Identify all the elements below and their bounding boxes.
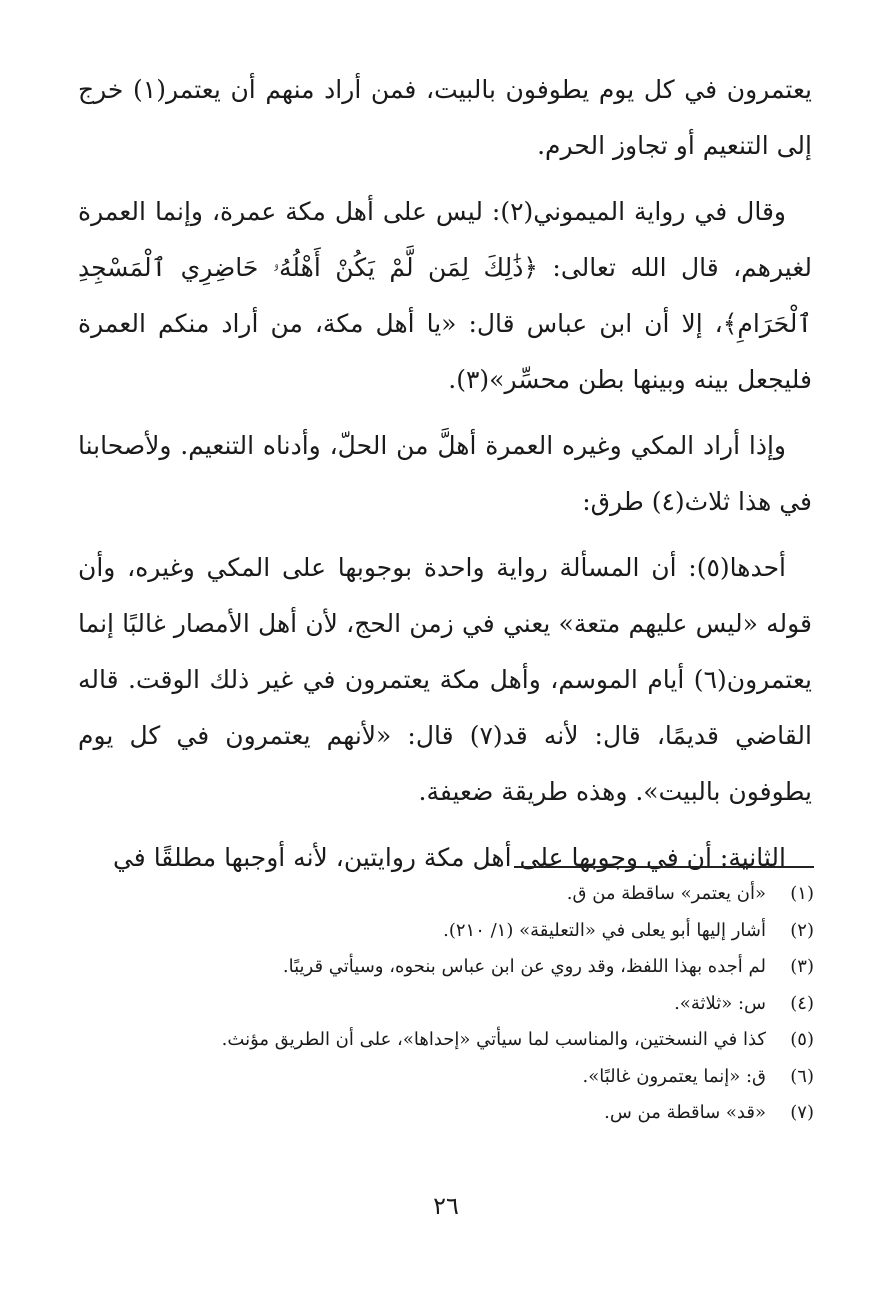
footnote-number: (٢) — [790, 919, 814, 941]
footnote-text: «قد» ساقطة من س. — [604, 1102, 766, 1123]
footnote-3 — [80, 949, 814, 986]
footnote-number: (٦) — [790, 1065, 814, 1087]
footnote-text: كذا في النسختين، والمناسب لما سيأتي «إحداها»، على أن الطريق مؤنث. — [221, 1029, 766, 1050]
footnote-number: (٤) — [790, 992, 814, 1014]
paragraph-3: وإذا أراد المكي وغيره العمرة أهلَّ من الحلّ، وأدناه التنعيم. ولأصحابنا في هذا ثلاث(٤) طرق: — [78, 431, 812, 516]
footnote-number: (٣) — [790, 956, 814, 977]
footnote-4 — [80, 986, 814, 1023]
footnote-text: أشار إليها أبو يعلى في «التعليقة» (١/ ٢١٠). — [443, 919, 766, 941]
footnote-5 — [80, 1022, 814, 1059]
footnote-2 — [80, 913, 814, 950]
paragraph-4: أحدها(٥): أن المسألة رواية واحدة بوجوبها على المكي وغيره، وأن قوله «ليس عليهم متعة» يعني في زمن الحج، لأن أهل الأمصار غالبًا إنما يعتمرون(٦) أيام الموسم، وأهل مكة يعتمرون في غير ذلك الوقت. قاله القاضي قديمًا، قال: لأنه قد(٧) قال: «لأنهم يعتمرون في كل يوم يطوفون بالبيت». وهذه طريقة ضعيفة. — [78, 553, 812, 806]
footnote-number: (٧) — [790, 1102, 814, 1123]
footnote-6 — [80, 1059, 814, 1096]
footnote-text: س: «ثلاثة». — [674, 992, 766, 1014]
paragraph-1: يعتمرون في كل يوم يطوفون بالبيت، فمن أراد منهم أن يعتمر(١) خرج إلى التنعيم أو تجاوز الحرم. — [78, 75, 812, 160]
paragraph-2: وقال في رواية الميموني(٢): ليس على أهل مكة عمرة، وإنما العمرة لغيرهم، قال الله تعالى: ﴿ذَٰلِكَ لِمَن لَّمْ يَكُنْ أَهْلُهُۥ حَاضِرِي ٱلْمَسْجِدِ ٱلْحَرَامِ﴾، إلا أن ابن عباس قال: «يا أهل مكة، من أراد منكم العمرة فليجعل بينه وبينها بطن محسِّر»(٣). — [78, 197, 812, 394]
footnote-divider — [514, 866, 814, 868]
footnotes — [80, 876, 814, 1132]
footnote-number: (١) — [790, 883, 814, 904]
footnote-number: (٥) — [790, 1029, 814, 1050]
main-text — [78, 62, 812, 896]
footnote-text: لم أجده بهذا اللفظ، وقد روي عن ابن عباس بنحوه، وسيأتي قريبًا. — [282, 956, 766, 977]
footnote-text: «أن يعتمر» ساقطة من ق. — [566, 883, 766, 904]
paragraph-5: الثانية: أن في وجوبها على أهل مكة روايتين، لأنه أوجبها مطلقًا في — [112, 843, 786, 872]
footnote-text: ق: «إنما يعتمرون غالبًا». — [582, 1065, 766, 1087]
page-number: ٢٦ — [433, 1192, 459, 1220]
footnote-1 — [80, 876, 814, 913]
footnote-7 — [80, 1095, 814, 1132]
